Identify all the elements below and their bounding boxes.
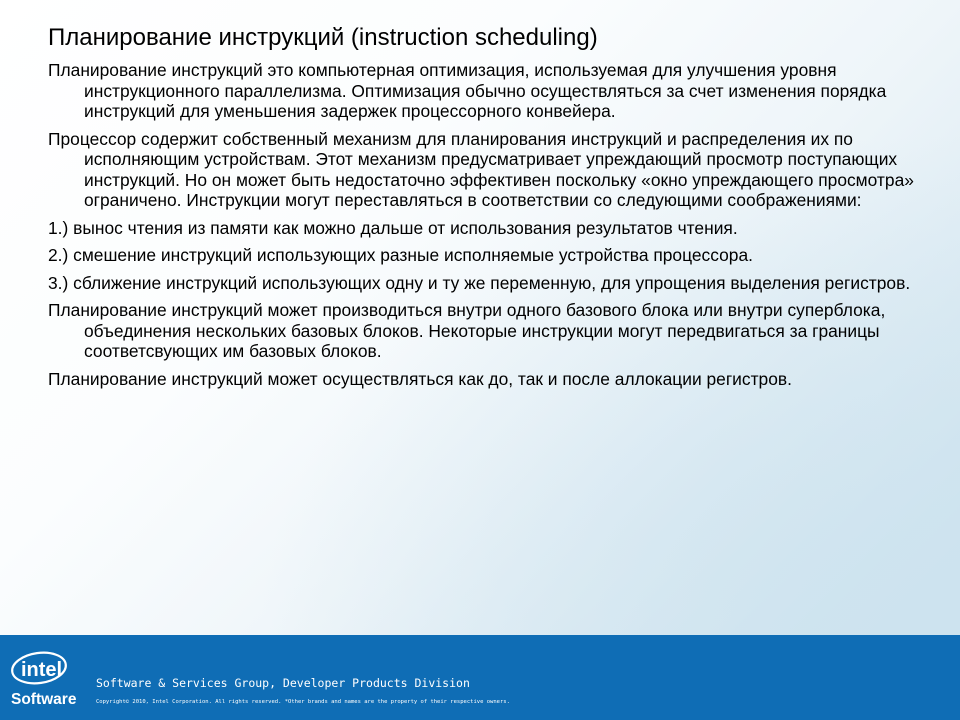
division-name: Software & Services Group, Developer Products Division xyxy=(96,676,470,690)
paragraph-definition: Планирование инструкций это компьютерная оптимизация, используемая для улучшения уровня инструкционного параллелизма. Оптимизация обычно осуществляться за счет изменения порядка инструкций для уменьшения задержек процессорного конвейера. xyxy=(48,60,887,121)
copyright-notice: Copyright© 2010, Intel Corporation. All rights reserved. *Other brands and names are the property of their respective owners. xyxy=(96,699,510,705)
paragraph-superblock: Планирование инструкций может производиться внутри одного базового блока или внутри суперблока, объединения нескольких базовых блоков. Некоторые инструкции могут передвигаться за границы соответсвующих им базовых блоков. xyxy=(48,300,886,361)
list-item-2: 2.) смешение инструкций использующих разные исполняемые устройства процессора. xyxy=(48,245,753,265)
intel-software-logo xyxy=(8,649,80,713)
intel-wordmark: intel xyxy=(21,659,63,681)
paragraph-allocation: Планирование инструкций может осуществляться как до, так и после аллокации регистров. xyxy=(48,368,792,389)
slide-title: Планирование инструкций (instruction scheduling) xyxy=(48,24,598,51)
footer-bar xyxy=(0,635,960,720)
paragraph-processor: Процессор содержит собственный механизм для планирования инструкций и распределения их по исполняющим устройствам. Этот механизм предусматривает упреждающий просмотр поступающих инструкций. Но он может быть недостаточно эффективен поскольку «окно упреждающего просмотра» ограничено. Инструкции могут переставляться в соответствии со следующими соображениями: xyxy=(48,128,914,210)
list-item-3: 3.) сближение инструкций использующих одну и ту же переменную, для упрощения выделения регистров. xyxy=(48,272,911,293)
list-item-1: 1.) вынос чтения из памяти как можно дальше от использования результатов чтения. xyxy=(48,217,738,238)
slide-body xyxy=(48,60,928,396)
software-wordmark: Software xyxy=(11,691,77,708)
